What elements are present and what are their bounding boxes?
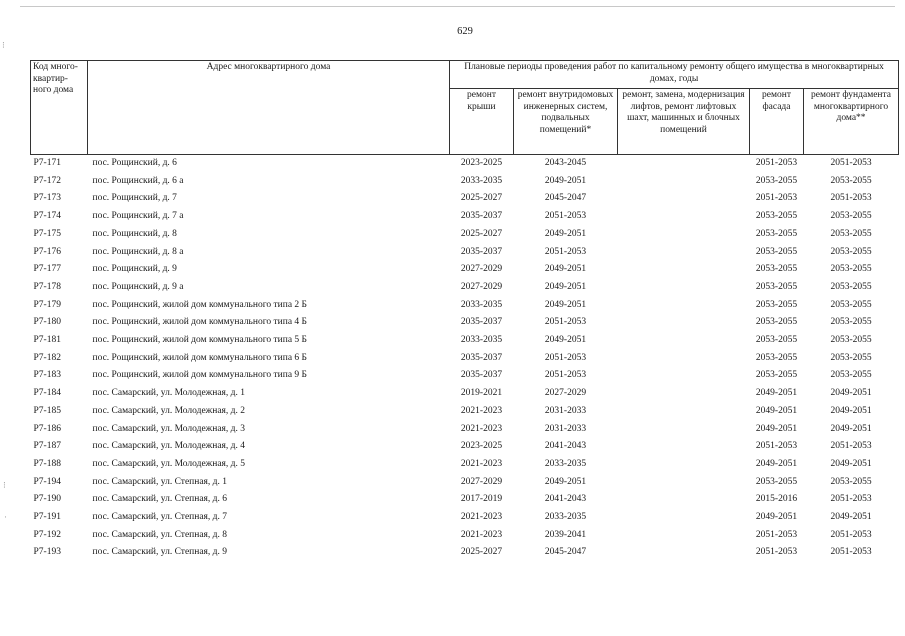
cell-facade: 2049-2051 xyxy=(755,512,798,523)
cell-facade: 2053-2055 xyxy=(755,175,798,186)
cell-roof: 2025-2027 xyxy=(460,193,503,204)
cell-address: пос. Самарский, ул. Молодежная, д. 2 xyxy=(92,405,245,416)
cell-code: Р7-184 xyxy=(33,388,61,399)
cell-lifts xyxy=(618,544,750,562)
table-row xyxy=(31,261,899,279)
cell-address: пос. Рощинский, жилой дом коммунального типа 2 Б xyxy=(92,299,307,310)
cell-engineering: 2051-2053 xyxy=(544,370,587,381)
cell-code: Р7-194 xyxy=(33,476,61,487)
cell-lifts xyxy=(618,173,750,191)
table-row xyxy=(31,350,899,368)
cell-foundation: 2053-2055 xyxy=(830,476,872,487)
cell-engineering: 2045-2047 xyxy=(544,547,587,558)
cell-engineering: 2041-2043 xyxy=(544,441,587,452)
cell-facade: 2053-2055 xyxy=(755,228,798,239)
cell-foundation: 2051-2053 xyxy=(830,529,872,540)
cell-facade: 2053-2055 xyxy=(755,281,798,292)
cell-foundation: 2053-2055 xyxy=(830,299,872,310)
cell-roof: 2035-2037 xyxy=(460,352,503,363)
cell-address: пос. Самарский, ул. Степная, д. 7 xyxy=(92,512,227,523)
cell-foundation: 2053-2055 xyxy=(830,352,872,363)
cell-code: Р7-187 xyxy=(33,441,61,452)
table-row xyxy=(31,173,899,191)
cell-code: Р7-185 xyxy=(33,405,61,416)
header-facade: ремонт фасада xyxy=(750,89,804,155)
cell-lifts xyxy=(618,527,750,545)
cell-address: пос. Рощинский, жилой дом коммунального типа 6 Б xyxy=(92,352,307,363)
cell-foundation: 2053-2055 xyxy=(830,228,872,239)
cell-facade: 2049-2051 xyxy=(755,388,798,399)
scan-top-edge xyxy=(20,6,895,7)
cell-address: пос. Рощинский, д. 6 а xyxy=(92,175,184,186)
cell-foundation: 2053-2055 xyxy=(830,370,872,381)
cell-code: Р7-176 xyxy=(33,246,61,257)
cell-foundation: 2051-2053 xyxy=(830,158,872,168)
header-code: Код много-квартир-ного дома xyxy=(31,61,88,155)
cell-engineering: 2031-2033 xyxy=(544,423,587,434)
cell-engineering: 2049-2051 xyxy=(544,476,587,487)
capital-repair-table-sheet xyxy=(30,60,898,562)
cell-roof: 2027-2029 xyxy=(460,476,503,487)
cell-roof: 2019-2021 xyxy=(460,388,503,399)
cell-address: пос. Самарский, ул. Молодежная, д. 4 xyxy=(92,441,245,452)
cell-code: Р7-177 xyxy=(33,264,61,275)
cell-lifts xyxy=(618,421,750,439)
cell-engineering: 2049-2051 xyxy=(544,335,587,346)
cell-code: Р7-181 xyxy=(33,335,61,346)
table-row xyxy=(31,474,899,492)
cell-lifts xyxy=(618,403,750,421)
table-body xyxy=(31,155,899,563)
cell-code: Р7-191 xyxy=(33,512,61,523)
cell-lifts xyxy=(618,208,750,226)
cell-engineering: 2051-2053 xyxy=(544,352,587,363)
cell-engineering: 2039-2041 xyxy=(544,529,587,540)
cell-foundation: 2053-2055 xyxy=(830,317,872,328)
table-row xyxy=(31,491,899,509)
cell-engineering: 2031-2033 xyxy=(544,405,587,416)
cell-foundation: 2049-2051 xyxy=(830,388,872,399)
cell-code: Р7-190 xyxy=(33,494,61,505)
cell-foundation: 2053-2055 xyxy=(830,175,872,186)
cell-roof: 2021-2023 xyxy=(460,512,503,523)
cell-address: пос. Самарский, ул. Молодежная, д. 3 xyxy=(92,423,245,434)
cell-lifts xyxy=(618,491,750,509)
cell-roof: 2035-2037 xyxy=(460,211,503,222)
cell-lifts xyxy=(618,297,750,315)
cell-lifts xyxy=(618,385,750,403)
cell-facade: 2053-2055 xyxy=(755,264,798,275)
cell-roof: 2035-2037 xyxy=(460,370,503,381)
cell-facade: 2051-2053 xyxy=(755,193,798,204)
cell-roof: 2021-2023 xyxy=(460,405,503,416)
table-row xyxy=(31,544,899,562)
table-row xyxy=(31,244,899,262)
cell-address: пос. Рощинский, д. 8 xyxy=(92,228,177,239)
cell-foundation: 2053-2055 xyxy=(830,211,872,222)
cell-address: пос. Самарский, ул. Молодежная, д. 1 xyxy=(92,388,245,399)
cell-engineering: 2051-2053 xyxy=(544,317,587,328)
cell-engineering: 2033-2035 xyxy=(544,512,587,523)
cell-code: Р7-180 xyxy=(33,317,61,328)
table-row xyxy=(31,208,899,226)
cell-facade: 2053-2055 xyxy=(755,476,798,487)
cell-lifts xyxy=(618,155,750,173)
cell-engineering: 2049-2051 xyxy=(544,228,587,239)
table-row xyxy=(31,456,899,474)
cell-lifts xyxy=(618,261,750,279)
cell-roof: 2033-2035 xyxy=(460,175,503,186)
cell-engineering: 2045-2047 xyxy=(544,193,587,204)
cell-roof: 2035-2037 xyxy=(460,246,503,257)
table-row xyxy=(31,527,899,545)
scan-artifact: ⁝ xyxy=(2,40,5,50)
cell-roof: 2035-2037 xyxy=(460,317,503,328)
cell-lifts xyxy=(618,279,750,297)
cell-foundation: 2053-2055 xyxy=(830,246,872,257)
cell-facade: 2049-2051 xyxy=(755,423,798,434)
cell-engineering: 2049-2051 xyxy=(544,299,587,310)
cell-address: пос. Рощинский, д. 9 а xyxy=(92,281,184,292)
cell-roof: 2023-2025 xyxy=(460,158,503,168)
cell-facade: 2053-2055 xyxy=(755,317,798,328)
header-periods: Плановые периоды проведения работ по капитальному ремонту общего имущества в многоквартирных домах, годы xyxy=(450,61,899,89)
header-foundation: ремонт фундамента многоквартирного дома** xyxy=(804,89,899,155)
table-row xyxy=(31,226,899,244)
cell-lifts xyxy=(618,314,750,332)
cell-roof: 2027-2029 xyxy=(460,264,503,275)
cell-address: пос. Рощинский, д. 9 xyxy=(92,264,177,275)
cell-code: Р7-174 xyxy=(33,211,61,222)
cell-facade: 2053-2055 xyxy=(755,299,798,310)
cell-facade: 2053-2055 xyxy=(755,246,798,257)
cell-facade: 2051-2053 xyxy=(755,547,798,558)
cell-foundation: 2053-2055 xyxy=(830,281,872,292)
scan-artifact: ⁝ xyxy=(3,480,6,490)
cell-facade: 2051-2053 xyxy=(755,529,798,540)
cell-facade: 2049-2051 xyxy=(755,458,798,469)
capital-repair-schedule-table xyxy=(30,60,899,562)
cell-roof: 2021-2023 xyxy=(460,423,503,434)
cell-lifts xyxy=(618,509,750,527)
cell-code: Р7-183 xyxy=(33,370,61,381)
table-row xyxy=(31,367,899,385)
table-row xyxy=(31,190,899,208)
cell-code: Р7-173 xyxy=(33,193,61,204)
table-row xyxy=(31,385,899,403)
cell-code: Р7-192 xyxy=(33,529,61,540)
table-row xyxy=(31,438,899,456)
cell-address: пос. Рощинский, д. 7 xyxy=(92,193,177,204)
cell-engineering: 2027-2029 xyxy=(544,388,587,399)
cell-roof: 2025-2027 xyxy=(460,547,503,558)
cell-roof: 2033-2035 xyxy=(460,299,503,310)
page-number: 629 xyxy=(457,26,473,37)
cell-address: пос. Самарский, ул. Степная, д. 1 xyxy=(92,476,227,487)
cell-roof: 2021-2023 xyxy=(460,458,503,469)
table-row xyxy=(31,297,899,315)
cell-facade: 2053-2055 xyxy=(755,211,798,222)
cell-address: пос. Рощинский, жилой дом коммунального типа 5 Б xyxy=(92,335,307,346)
cell-roof: 2023-2025 xyxy=(460,441,503,452)
cell-lifts xyxy=(618,474,750,492)
header-roof: ремонт крыши xyxy=(450,89,514,155)
cell-lifts xyxy=(618,190,750,208)
cell-roof: 2027-2029 xyxy=(460,281,503,292)
cell-code: Р7-182 xyxy=(33,352,61,363)
table-row xyxy=(31,332,899,350)
table-row xyxy=(31,155,899,173)
cell-engineering: 2051-2053 xyxy=(544,246,587,257)
cell-facade: 2053-2055 xyxy=(755,352,798,363)
cell-engineering: 2049-2051 xyxy=(544,175,587,186)
scan-artifact: · xyxy=(4,512,7,522)
cell-lifts xyxy=(618,350,750,368)
header-address: Адрес многоквартирного дома xyxy=(88,61,450,155)
cell-address: пос. Самарский, ул. Степная, д. 6 xyxy=(92,494,227,505)
cell-address: пос. Рощинский, д. 6 xyxy=(92,158,177,168)
cell-facade: 2051-2053 xyxy=(755,158,798,168)
cell-code: Р7-186 xyxy=(33,423,61,434)
cell-lifts xyxy=(618,244,750,262)
cell-engineering: 2049-2051 xyxy=(544,281,587,292)
cell-foundation: 2049-2051 xyxy=(830,512,872,523)
cell-code: Р7-188 xyxy=(33,458,61,469)
cell-code: Р7-171 xyxy=(33,158,61,168)
cell-facade: 2053-2055 xyxy=(755,335,798,346)
table-row xyxy=(31,509,899,527)
cell-address: пос. Рощинский, д. 8 а xyxy=(92,246,184,257)
cell-code: Р7-175 xyxy=(33,228,61,239)
cell-engineering: 2051-2053 xyxy=(544,211,587,222)
cell-facade: 2015-2016 xyxy=(755,494,798,505)
cell-lifts xyxy=(618,456,750,474)
cell-address: пос. Самарский, ул. Степная, д. 8 xyxy=(92,529,227,540)
header-engineering: ремонт внутридомовых инженерных систем, подвальных помещений* xyxy=(514,89,618,155)
cell-lifts xyxy=(618,367,750,385)
table-row xyxy=(31,403,899,421)
cell-code: Р7-178 xyxy=(33,281,61,292)
cell-address: пос. Рощинский, жилой дом коммунального типа 4 Б xyxy=(92,317,307,328)
cell-foundation: 2049-2051 xyxy=(830,423,872,434)
cell-address: пос. Самарский, ул. Степная, д. 9 xyxy=(92,547,227,558)
cell-facade: 2053-2055 xyxy=(755,370,798,381)
cell-code: Р7-172 xyxy=(33,175,61,186)
cell-foundation: 2051-2053 xyxy=(830,441,872,452)
cell-engineering: 2041-2043 xyxy=(544,494,587,505)
cell-engineering: 2049-2051 xyxy=(544,264,587,275)
cell-foundation: 2051-2053 xyxy=(830,193,872,204)
cell-address: пос. Рощинский, жилой дом коммунального типа 9 Б xyxy=(92,370,307,381)
cell-roof: 2025-2027 xyxy=(460,228,503,239)
table-row xyxy=(31,314,899,332)
cell-facade: 2051-2053 xyxy=(755,441,798,452)
header-lifts: ремонт, замена, модернизация лифтов, ремонт лифтовых шахт, машинных и блочных помещений xyxy=(618,89,750,155)
cell-foundation: 2049-2051 xyxy=(830,458,872,469)
cell-code: Р7-179 xyxy=(33,299,61,310)
cell-engineering: 2043-2045 xyxy=(544,158,587,168)
cell-roof: 2021-2023 xyxy=(460,529,503,540)
cell-lifts xyxy=(618,226,750,244)
cell-address: пос. Самарский, ул. Молодежная, д. 5 xyxy=(92,458,245,469)
cell-roof: 2033-2035 xyxy=(460,335,503,346)
cell-foundation: 2051-2053 xyxy=(830,494,872,505)
cell-lifts xyxy=(618,438,750,456)
cell-facade: 2049-2051 xyxy=(755,405,798,416)
cell-address: пос. Рощинский, д. 7 а xyxy=(92,211,184,222)
cell-foundation: 2053-2055 xyxy=(830,335,872,346)
cell-foundation: 2049-2051 xyxy=(830,405,872,416)
cell-lifts xyxy=(618,332,750,350)
table-row xyxy=(31,421,899,439)
cell-roof: 2017-2019 xyxy=(460,494,503,505)
cell-foundation: 2051-2053 xyxy=(830,547,872,558)
table-row xyxy=(31,279,899,297)
cell-engineering: 2033-2035 xyxy=(544,458,587,469)
cell-code: Р7-193 xyxy=(33,547,61,558)
table-header xyxy=(31,61,899,155)
cell-foundation: 2053-2055 xyxy=(830,264,872,275)
